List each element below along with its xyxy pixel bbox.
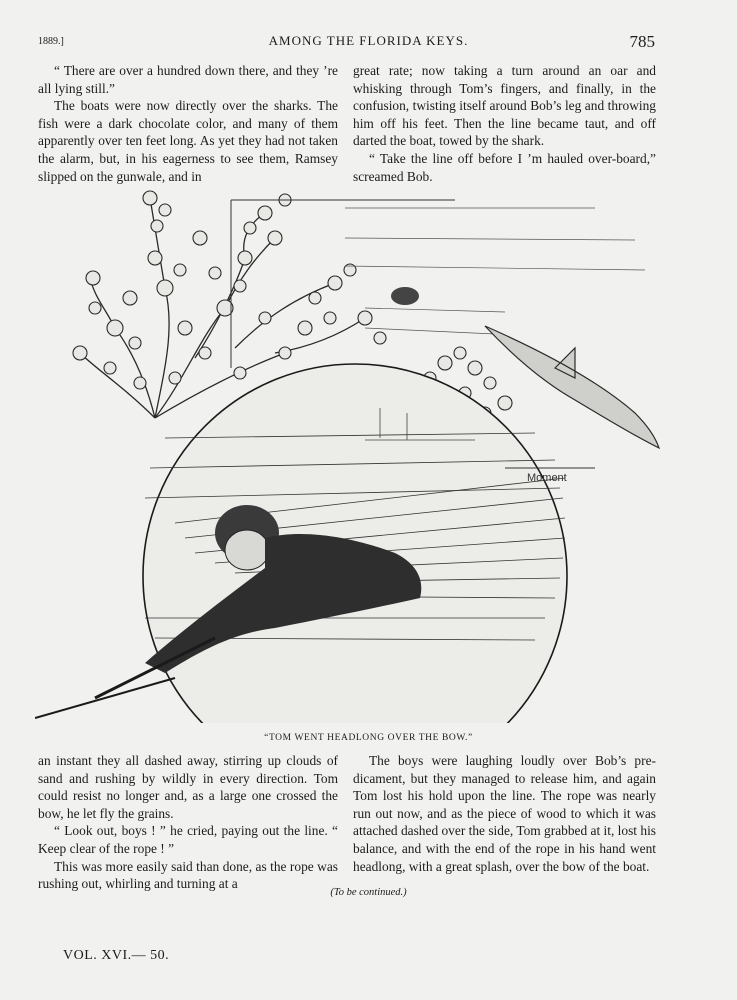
paragraph: “ There are over a hundred down there, and they ’re all lying still.”	[38, 63, 338, 96]
paragraph: “ Look out, boys ! ” he cried, paying out the line. “ Keep clear of the rope ! ”	[38, 823, 338, 856]
column-right-bottom	[353, 752, 656, 875]
coral-polyps	[73, 191, 386, 389]
engraving-illustration	[35, 178, 667, 723]
water-lines	[345, 208, 645, 334]
paragraph: “ Take the line off before I ’m hauled over-board,” screamed Bob.	[353, 150, 656, 184]
paragraph: great rate; now taking a turn around an oar and whisking through Tom’s fingers, and finally, in the confusion, twisting itself around Bob’s leg and throwing him off his feet. Then the line became taut, and off darted the boat, towed by the shark.	[353, 63, 656, 149]
column-left-top	[38, 62, 338, 185]
running-title: AMONG THE FLORIDA KEYS.	[268, 33, 469, 48]
shark	[485, 326, 659, 448]
paragraph: The boats were now directly over the sharks. The fish were a dark chocolate color, and many of them apparently over ten feet long. As yet they had not taken the alarm, but, in his eagerness to see them, Ramsey slipped on the gunwale, and in	[38, 98, 338, 184]
paragraph: The boys were laughing loudly over Bob’s pre-dicament, but they managed to release him, and again Tom lost his hold upon the line. The rope was nearly run out now, and as the piece of wood to which it was attached dashed over the side, Tom grabbed at it, lost his balance, and with the end of the rope in his hand went headlong, with a great splash, over the bow of the boat.	[353, 753, 657, 874]
header-year: 1889.]	[38, 36, 64, 47]
column-right-top	[353, 62, 656, 185]
page-number: 785	[629, 32, 655, 51]
illustration-caption: “TOM WENT HEADLONG OVER THE BOW.”	[264, 733, 473, 743]
swimmer-head	[391, 287, 419, 305]
column-left-bottom	[38, 752, 338, 893]
volume-signature: VOL. XVI.— 50.	[63, 948, 170, 963]
to-be-continued: (To be continued.)	[330, 887, 407, 898]
paragraph: an instant they all dashed away, stirring up clouds of sand and rushing by wildly in every direction. Tom could resist no longer and, as a large one crossed the bow, he let fly the grains.	[38, 753, 338, 821]
artist-signature: Moment	[527, 472, 567, 484]
paragraph: This was more easily said than done, as the rope was rushing out, whirling and turning at a	[38, 858, 338, 892]
